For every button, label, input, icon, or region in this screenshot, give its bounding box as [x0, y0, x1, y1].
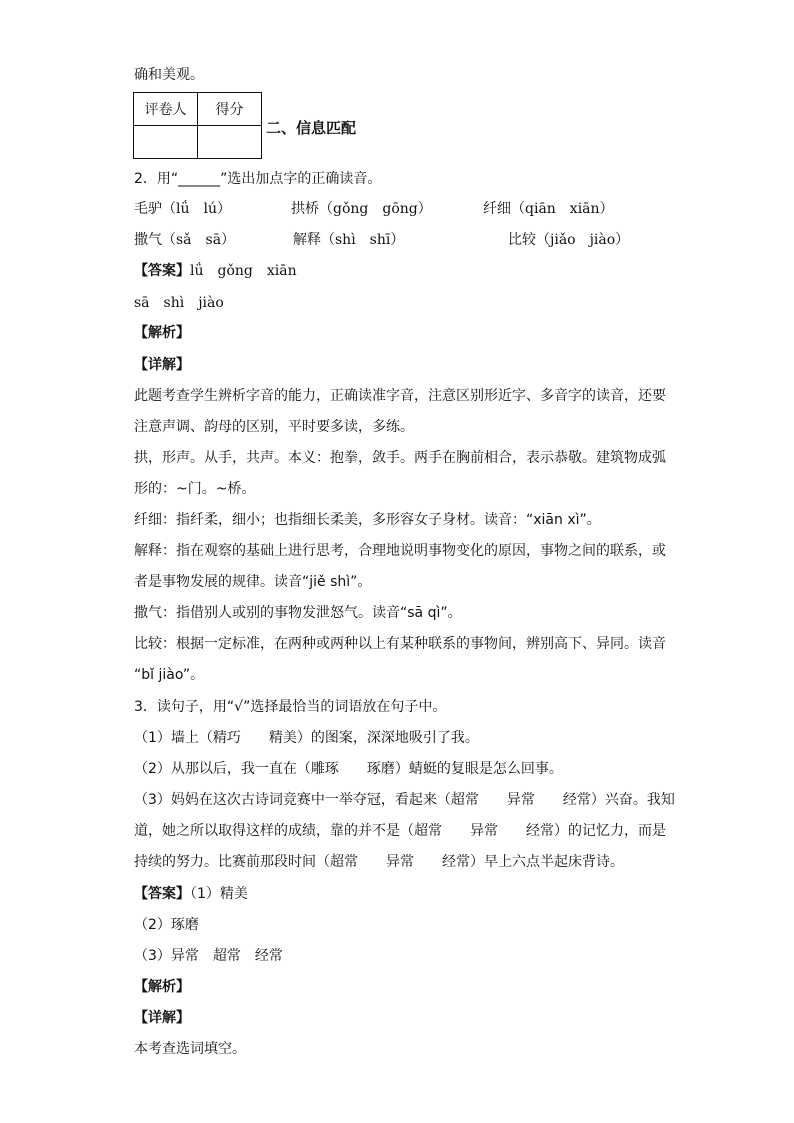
question-2-prompt: 2．用“______”选出加点字的正确读音。 — [134, 171, 382, 187]
q2-answer — [134, 260, 297, 282]
q2-option: 毛驴（lǘ lú） — [134, 201, 231, 217]
text-line: 持续的努力。比赛前那段时间（超常 异常 经常）早上六点半起床背诗。 — [134, 854, 624, 870]
detail-label: 【详解】 — [134, 1010, 190, 1026]
text-line: 道，她之所以取得这样的成绩，靠的并不是（超常 异常 经常）的记忆力，而是 — [134, 823, 666, 839]
text-line: 此题考查学生辨析字音的能力，正确读准字音，注意区别形近字、多音字的读音，还要 — [134, 388, 666, 404]
text-line: 本考查选词填空。 — [134, 1041, 246, 1057]
text-line: 形的：~门。~桥。 — [134, 481, 256, 497]
q2-option: 撒气（sǎ sā） — [134, 232, 236, 248]
score-cell — [198, 126, 262, 159]
q3-answer — [134, 883, 248, 905]
answer-text: （3）异常 超常 经常 — [134, 948, 283, 964]
text-line: 比较：根据一定标准，在两种或两种以上有某种联系的事物间，辨别高下、异同。读音 — [134, 636, 666, 652]
question-3-prompt: 3．读句子，用“√”选择最恰当的词语放在句子中。 — [134, 699, 447, 715]
q2-option: 拱桥（gǒng gōng） — [291, 201, 432, 217]
q2-option: 比较（jiǎo jiào） — [508, 232, 630, 248]
answer-text: （1）精美 — [190, 886, 248, 902]
answer-label: 【答案】 — [134, 886, 190, 902]
text-line: 者是事物发展的规律。读音“jiě shì”。 — [134, 574, 372, 590]
text-line: （3）妈妈在这次古诗词竞赛中一举夺冠，看起来（超常 异常 经常）兴奋。我知 — [134, 792, 675, 808]
text-line: （1）墙上（精巧 精美）的图案，深深地吸引了我。 — [134, 730, 479, 746]
text-line: （2）从那以后，我一直在（雕琢 琢磨）蜻蜓的复眼是怎么回事。 — [134, 761, 563, 777]
score-table — [133, 92, 262, 159]
section-title: 二、信息匹配 — [266, 119, 357, 137]
analysis-label: 【解析】 — [134, 979, 190, 995]
text-line: 注意声调、韵母的区别，平时要多读，多练。 — [134, 419, 414, 435]
text-line: “bǐ jiào”。 — [134, 667, 205, 683]
answer-text: sā shì jiào — [134, 295, 224, 311]
score-header: 得分 — [198, 93, 262, 126]
analysis-label: 【解析】 — [134, 325, 190, 341]
text-line: 拱，形声。从手，共声。本义：抱拳，敛手。两手在胸前相合，表示恭敬。建筑物成弧 — [134, 450, 666, 466]
text-line: 解释：指在观察的基础上进行思考，合理地说明事物变化的原因，事物之间的联系，或 — [134, 543, 666, 559]
q2-option: 纤细（qiān xiān） — [483, 201, 614, 217]
detail-label: 【详解】 — [134, 357, 190, 373]
text-line: 撒气：指借别人或别的事物发泄怒气。读音“sā qì”。 — [134, 605, 462, 621]
reviewer-header: 评卷人 — [134, 93, 198, 126]
answer-label: 【答案】 — [134, 263, 190, 279]
text-line: 纤细：指纤柔，细小；也指细长柔美，多形容女子身材。读音：“xiān xì”。 — [134, 512, 601, 528]
text-line: 确和美观。 — [134, 67, 204, 83]
answer-text: lǘ gǒng xiān — [190, 263, 297, 279]
q2-option: 解释（shì shī） — [293, 232, 405, 248]
answer-text: （2）琢磨 — [134, 917, 199, 933]
reviewer-cell — [134, 126, 198, 159]
